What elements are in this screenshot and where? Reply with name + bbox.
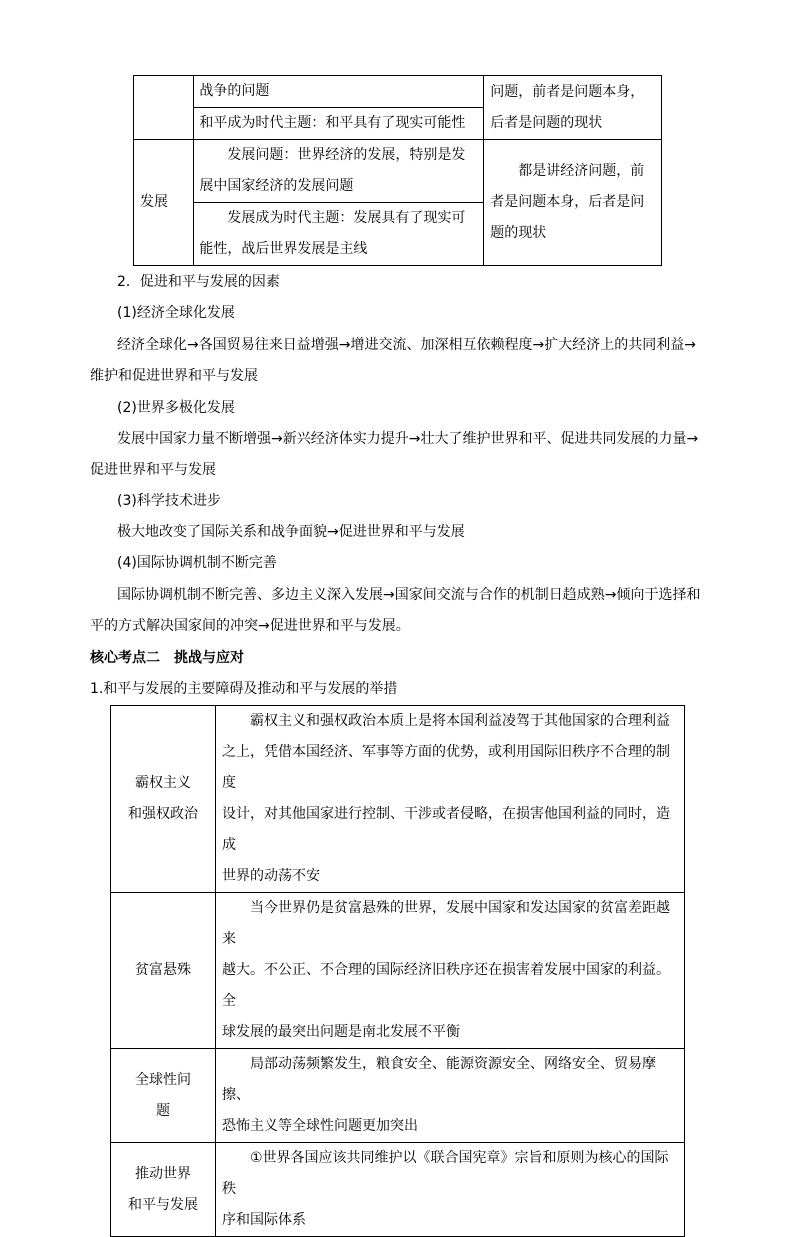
cell-text: 发展问题：世界经济的发展，特别是发展中国家经济的发展问题 xyxy=(199,147,466,194)
table-cell-empty-label xyxy=(134,76,194,140)
row-label: 和平与发展 xyxy=(128,1196,198,1213)
table-cell-label xyxy=(111,1143,216,1237)
cell-line: 世界的动荡不安 xyxy=(222,868,320,884)
row-label: 全球性问 xyxy=(135,1071,191,1088)
paragraph-line: 促进世界和平与发展 xyxy=(90,462,216,478)
table-cell xyxy=(216,1049,685,1143)
table-cell xyxy=(194,108,484,140)
factor-title: (2)世界多极化发展 xyxy=(117,400,235,416)
core-point-heading: 核心考点二 挑战与应对 xyxy=(90,650,244,666)
cell-line: 序和国际体系 xyxy=(222,1212,306,1228)
cell-line: 霸权主义和强权政治本质上是将本国利益凌驾于其他国家的合理利益 xyxy=(250,713,670,729)
factor-title: (3)科学技术进步 xyxy=(117,493,221,509)
table-row xyxy=(111,1143,685,1237)
row-label: 推动世界 xyxy=(135,1165,191,1182)
cell-line: 之上，凭借本国经济、军事等方面的优势，或利用国际旧秩序不合理的制度 xyxy=(222,744,670,791)
paragraph-line: 发展中国家力量不断增强→新兴经济体实力提升→壮大了维护世界和平、促进共同发展的力量→ xyxy=(117,431,699,447)
peace-development-table xyxy=(133,75,662,266)
table-cell-label xyxy=(134,140,194,266)
table-row xyxy=(111,706,685,893)
sub-heading: 1.和平与发展的主要障碍及推动和平与发展的举措 xyxy=(90,681,398,697)
cell-text: 都是讲经济问题，前者是问题本身，后者是问题的现状 xyxy=(490,163,645,241)
paragraph-line: 平的方式解决国家间的冲突→促进世界和平与发展。 xyxy=(90,618,410,634)
table-row xyxy=(111,1049,685,1143)
table-row xyxy=(134,140,662,203)
table-cell xyxy=(216,706,685,893)
paragraph-line: 国际协调机制不断完善、多边主义深入发展→国家间交流与合作的机制日趋成熟→倾向于选择和 xyxy=(117,587,701,603)
factor-title: (1)经济全球化发展 xyxy=(117,305,235,321)
table-row xyxy=(111,893,685,1049)
factor-title: (4)国际协调机制不断完善 xyxy=(117,555,277,571)
paragraph-line: 极大地改变了国际关系和战争面貌→促进世界和平与发展 xyxy=(117,524,465,540)
table-cell-label xyxy=(111,706,216,893)
cell-line: 当今世界仍是贫富悬殊的世界，发展中国家和发达国家的贫富差距越来 xyxy=(222,900,670,947)
table-cell-note xyxy=(484,140,662,266)
cell-line: 越大。不公正、不合理的国际经济旧秩序还在损害着发展中国家的利益。全 xyxy=(222,962,670,1009)
row-label: 发展 xyxy=(140,194,168,210)
paragraph-line: 经济全球化→各国贸易往来日益增强→增进交流、加深相互依赖程度→扩大经济上的共同利益→ xyxy=(117,337,696,353)
cell-line: ①世界各国应该共同维护以《联合国宪章》宗旨和原则为核心的国际秩 xyxy=(222,1150,669,1197)
table-row xyxy=(134,76,662,108)
cell-text: 战争的问题 xyxy=(199,83,270,99)
cell-line: 局部动荡频繁发生，粮食安全、能源资源安全、网络安全、贸易摩擦、 xyxy=(222,1056,656,1103)
section-heading: 2．促进和平与发展的因素 xyxy=(117,274,280,290)
table-cell xyxy=(194,76,484,108)
table-cell-note xyxy=(484,76,662,140)
table-cell-label xyxy=(111,893,216,1049)
table-cell xyxy=(194,203,484,266)
cell-line: 球发展的最突出问题是南北发展不平衡 xyxy=(222,1024,460,1040)
row-label: 霸权主义 xyxy=(135,775,191,791)
cell-line: 恐怖主义等全球性问题更加突出 xyxy=(222,1118,418,1134)
paragraph-line: 维护和促进世界和平与发展 xyxy=(90,368,258,384)
table-cell xyxy=(216,893,685,1049)
row-label: 和强权政治 xyxy=(128,806,198,822)
table-cell xyxy=(216,1143,685,1237)
row-label: 题 xyxy=(156,1102,170,1119)
cell-text: 问题，前者是问题本身，后者是问题的现状 xyxy=(490,83,645,131)
row-label: 贫富悬殊 xyxy=(135,962,191,978)
table-cell xyxy=(194,140,484,203)
obstacles-measures-table xyxy=(110,705,685,1237)
table-cell-label xyxy=(111,1049,216,1143)
cell-text: 和平成为时代主题：和平具有了现实可能性 xyxy=(199,115,466,131)
cell-line: 设计，对其他国家进行控制、干涉或者侵略，在损害他国利益的同时，造成 xyxy=(222,806,670,853)
cell-text: 发展成为时代主题：发展具有了现实可能性，战后世界发展是主线 xyxy=(199,210,466,257)
